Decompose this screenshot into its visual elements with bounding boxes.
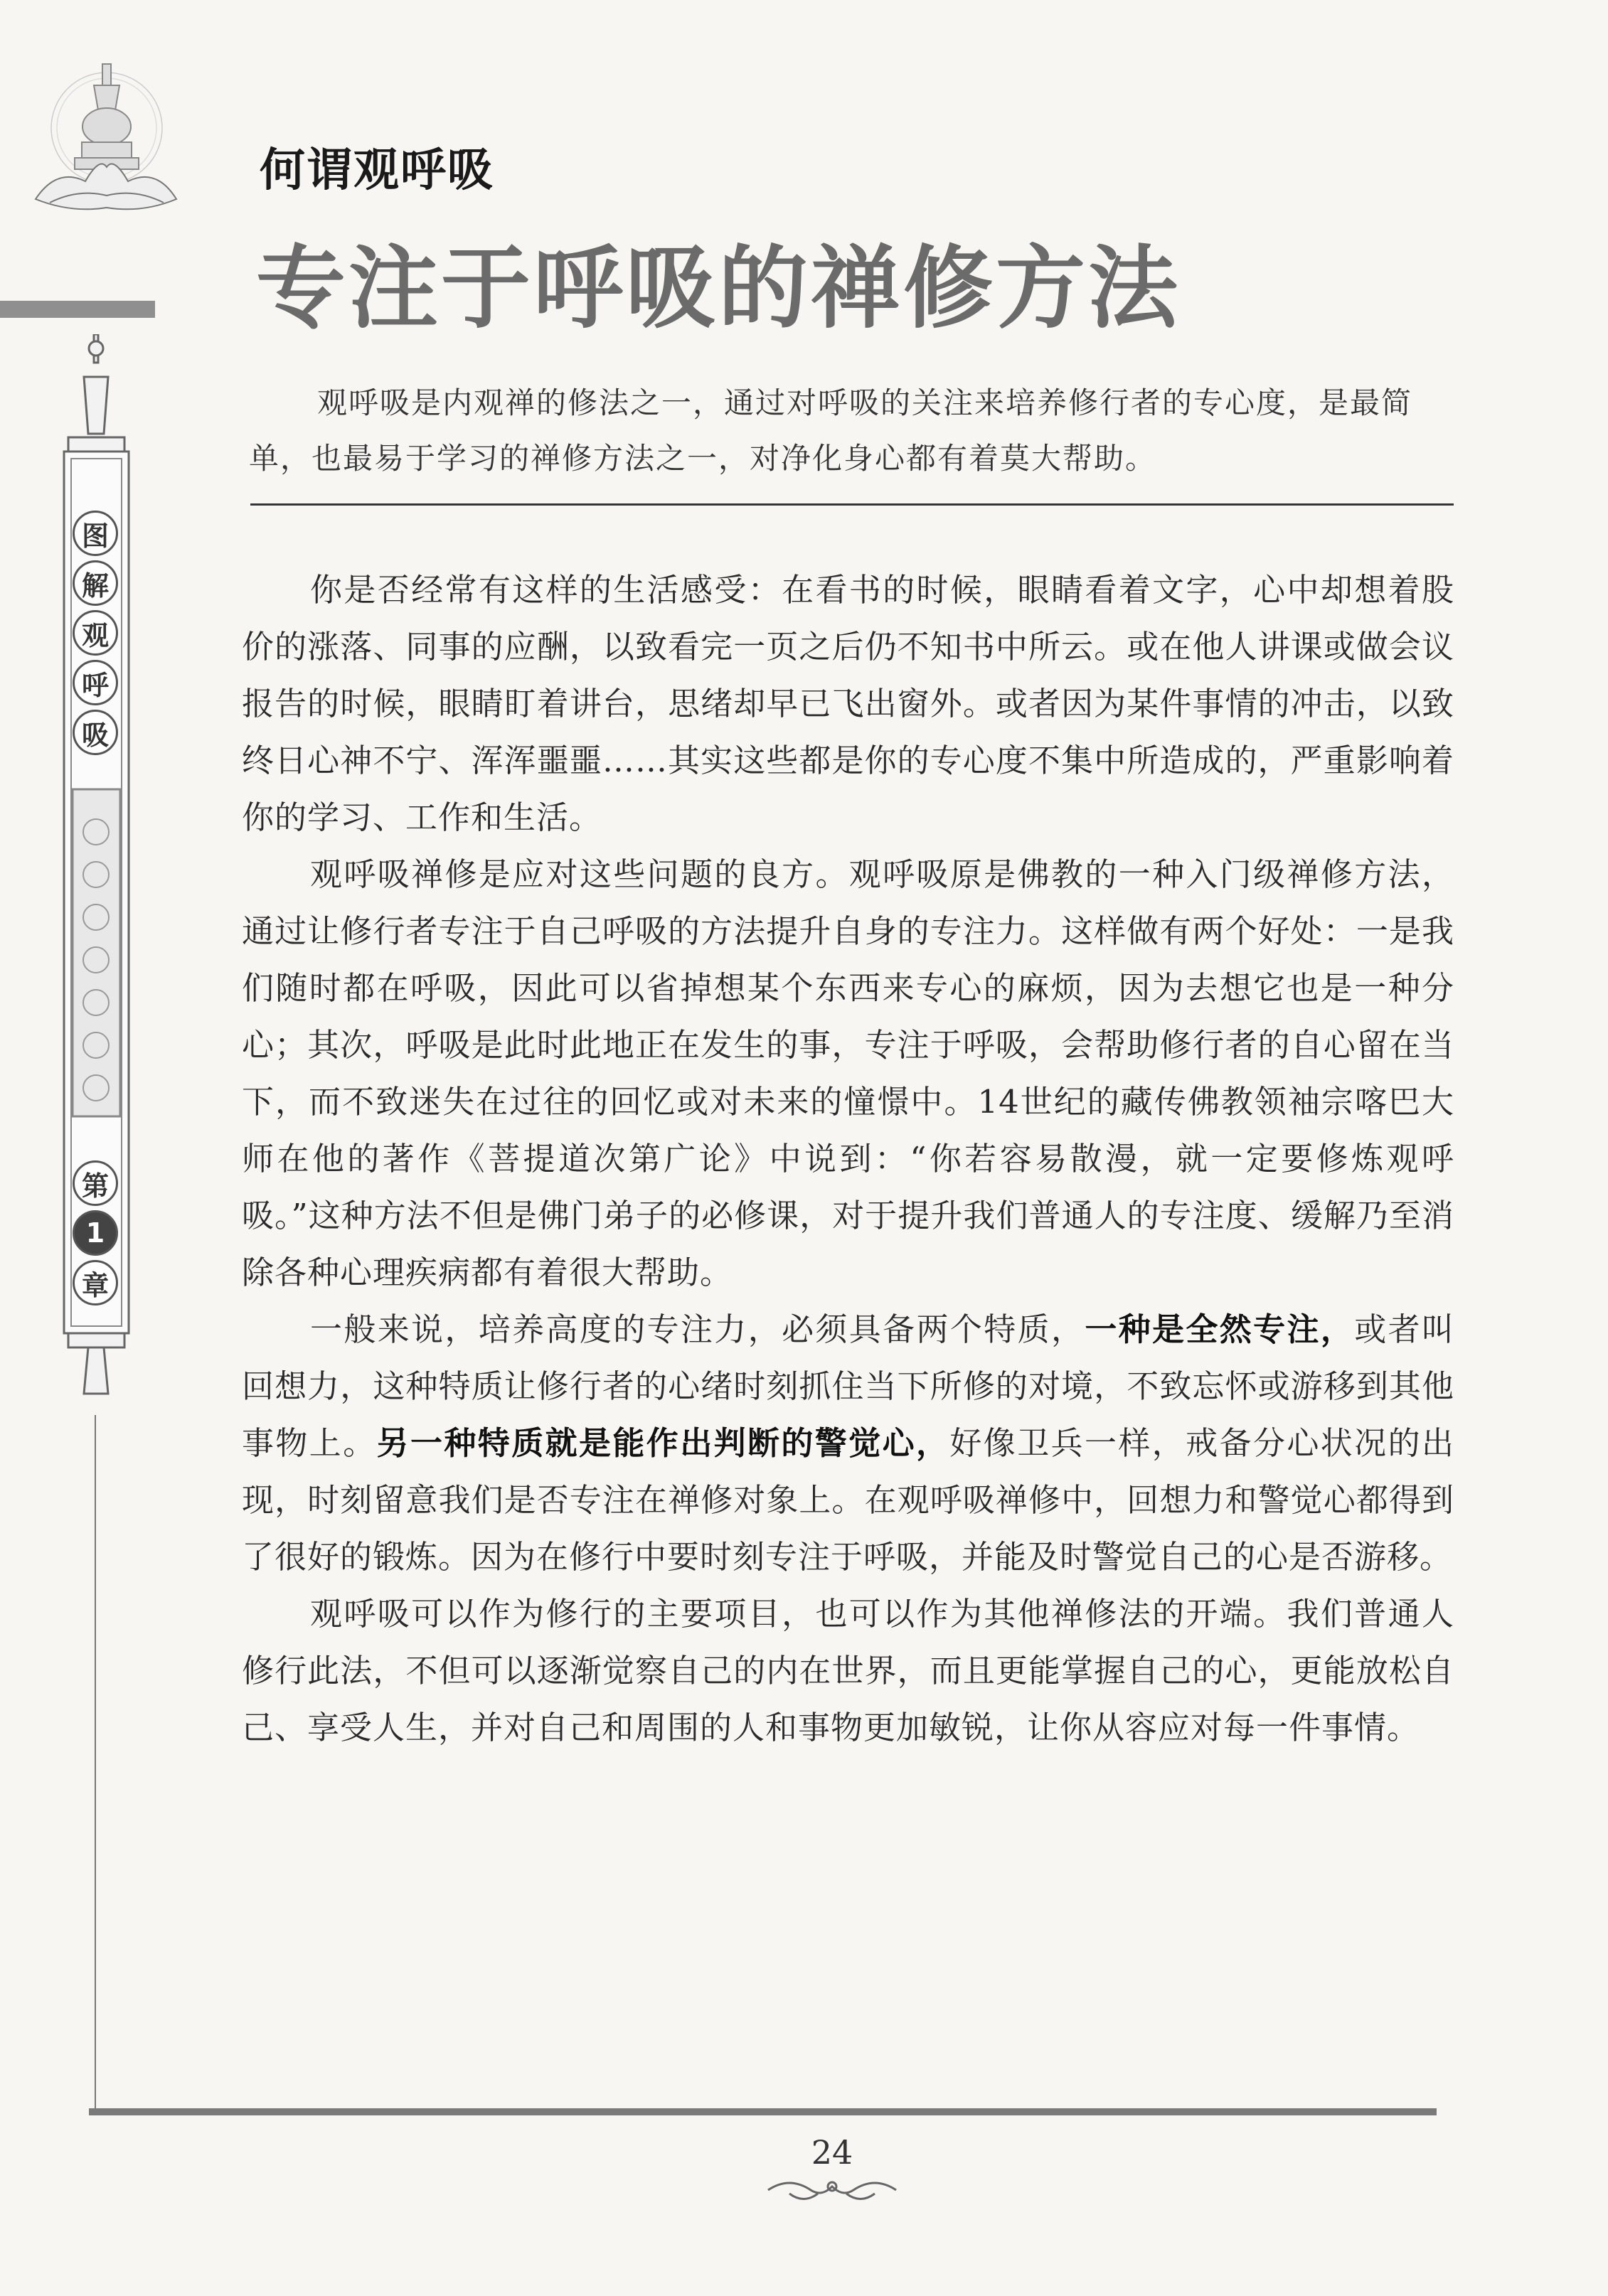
emphasis-full-focus: 一种是全然专注，: [1085, 1310, 1355, 1348]
intro-rule: [250, 503, 1454, 506]
scroll-tail-line: [95, 1415, 96, 2112]
page-title: 专注于呼吸的禅修方法: [256, 235, 1181, 341]
chapter-char-2: 章: [73, 1260, 118, 1305]
chapter-number: 1: [73, 1210, 118, 1256]
paragraph-4: 观呼吸可以作为修行的主要项目，也可以作为其他禅修法的开端。我们普通人修行此法，不但可以逐渐觉察自己的内在世界，而且更能掌握自己的心，更能放松自己、享受人生，并对自己和周围的人和事物更加敏锐，让你从容应对每一件事情。: [242, 1595, 1454, 1746]
book-char-1: 图: [73, 511, 118, 556]
book-char-5: 吸: [73, 710, 118, 755]
page-subtitle: 何谓观呼吸: [260, 144, 494, 197]
stupa-emblem-icon: [14, 43, 178, 256]
page-number: 24: [811, 2133, 853, 2172]
paragraph-1: 你是否经常有这样的生活感受：在看书的时候，眼睛看着文字，心中却想着股价的涨落、同事的应酬，以致看完一页之后仍不知书中所云。或在他人讲课或做会议报告的时候，眼睛盯着讲台，思绪却早已飞出窗外。或者因为某件事情的冲击，以致终日心神不宁、浑浑噩噩……其实这些都是你的专心度不集中所造成的，严重影响着你的学习、工作和生活。: [242, 571, 1454, 836]
paragraph-2: 观呼吸禅修是应对这些问题的良方。观呼吸原是佛教的一种入门级禅修方法，通过让修行者专注于自己呼吸的方法提升自身的专注力。这样做有两个好处：一是我们随时都在呼吸，因此可以省掉想某个东西来专心的麻烦，因为去想它也是一种分心；其次，呼吸是此时此地正在发生的事，专注于呼吸，会帮助修行者的自心留在当下，而不致迷失在过往的回忆或对未来的憧憬中。14世纪的藏传佛教领袖宗喀巴大师在他的著作《菩提道次第广论》中说到：“你若容易散漫，就一定要修炼观呼吸。”这种方法不但是佛门弟子的必修课，对于提升我们普通人的专注度、缓解乃至消除各种心理疾病都有着很大帮助。: [242, 855, 1454, 1291]
paragraph-3-part-2: 或者叫回想力，这种特质让修行者的心绪时刻抓住当下所修的对境，不致忘怀或游移到其他事物上。: [242, 1310, 1454, 1462]
intro-summary: 观呼吸是内观禅的修法之一，通过对呼吸的关注来培养修行者的专心度，是最简单，也最易于学习的禅修方法之一，对净化身心都有着莫大帮助。: [249, 385, 1413, 476]
book-char-2: 解: [73, 560, 118, 606]
header-rule: [0, 301, 155, 318]
body-text: [242, 562, 1454, 1756]
paragraph-3: [242, 1301, 1454, 1586]
footer-ornament-icon: [761, 2172, 903, 2208]
paragraph-3-part-3: 好像卫兵一样，戒备分心状况的出现，时刻留意我们是否专注在禅修对象上。在观呼吸禅修中，回想力和警觉心都得到了很好的锻炼。因为在修行中要时刻专注于呼吸，并能及时警觉自己的心是否游移。: [242, 1424, 1454, 1576]
paragraph-3-part-1: 一般来说，培养高度的专注力，必须具备两个特质，: [310, 1310, 1085, 1348]
book-char-4: 呼: [73, 660, 118, 705]
footer-rule: [89, 2108, 1437, 2115]
emphasis-alertness: 另一种特质就是能作出判断的警觉心，: [376, 1424, 950, 1462]
chapter-char-1: 第: [73, 1160, 118, 1206]
book-char-3: 观: [73, 610, 118, 656]
